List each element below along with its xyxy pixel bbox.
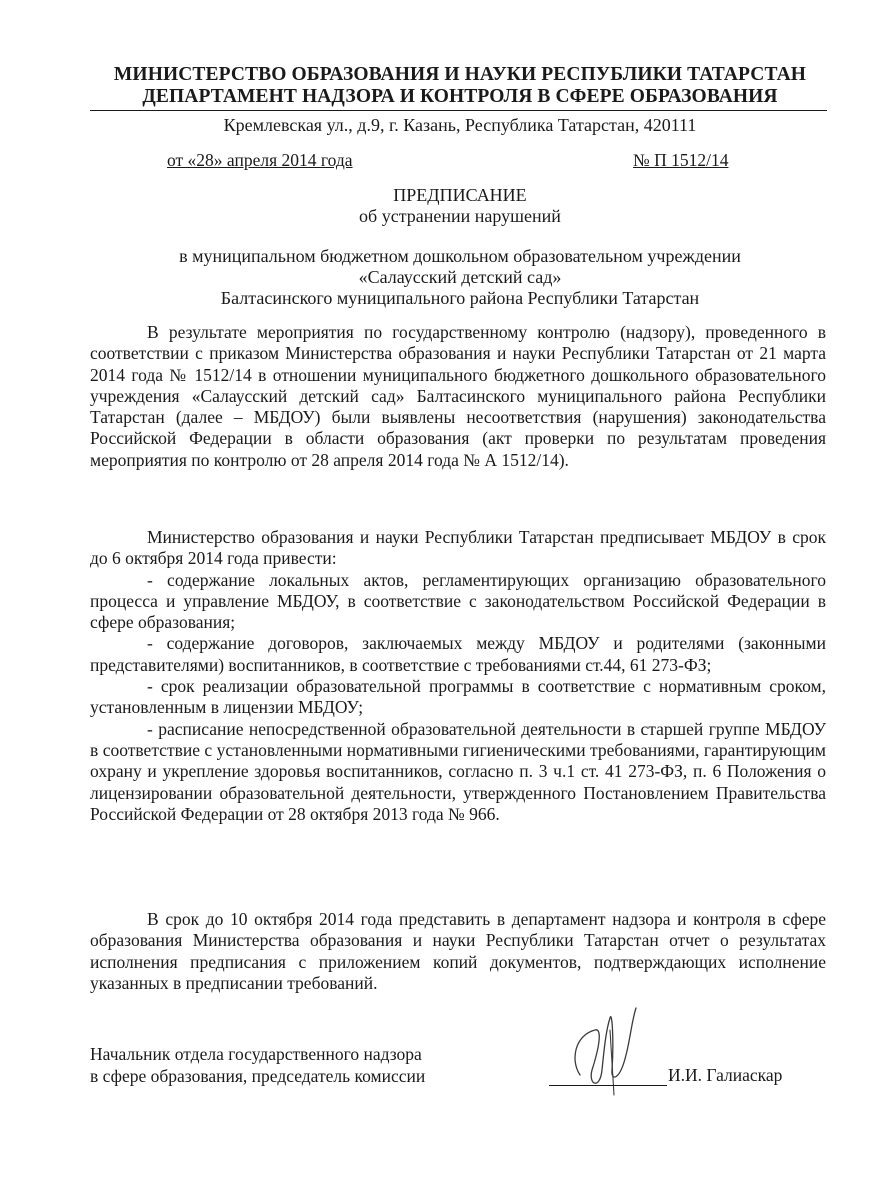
- prescribes-paragraph: Министерство образования и науки Республики Татарстан предписывает МБДОУ в срок до 6 октября 2014 года привести:: [90, 527, 826, 569]
- institution-line-2: «Салаусский детский сад»: [358, 267, 562, 287]
- report-paragraph: В срок до 10 октября 2014 года представить в департамент надзора и контроля в сфере образования Министерства образования и науки Республики Татарстан отчет о результатах исполнения предписания с приложением копий документов, подтверждающих исполнение указанных в предписании требований.: [90, 909, 826, 993]
- signatory-name: И.И. Галиаскар: [668, 1065, 783, 1085]
- ministry-heading: МИНИСТЕРСТВО ОБРАЗОВАНИЯ И НАУКИ РЕСПУБЛИКИ ТАТАРСТАН: [113, 64, 807, 85]
- signature-line: [549, 1085, 667, 1086]
- institution-line-1: в муниципальном бюджетном дошкольном образовательном учреждении: [179, 246, 741, 266]
- signatory-position-line-1: Начальник отдела государственного надзора: [90, 1044, 422, 1064]
- prescription-item: - содержание договоров, заключаемых между МБДОУ и родителями (законными представителями) воспитанников, в соответствие с требованиями ст.44, 61 273-ФЗ;: [90, 633, 826, 675]
- intro-paragraph: В результате мероприятия по государственному контролю (надзору), проведенного в соответствии с приказом Министерства образования и науки Республики Татарстан от 21 марта 2014 года № 1512/14 в отношении муниципального бюджетного дошкольного образовательного учреждения «Салаусский детский сад» Балтасинского муниципального района Республики Татарстан (далее – МБДОУ) были выявлены несоответствия (нарушения) законодательства Российской Федерации в области образования (акт проверки по результатам проведения мероприятия по контролю от 28 апреля 2014 года № А 1512/14).: [90, 322, 826, 470]
- address: Кремлевская ул., д.9, г. Казань, Республика Татарстан, 420111: [223, 115, 697, 135]
- department-heading: ДЕПАРТАМЕНТ НАДЗОРА И КОНТРОЛЯ В СФЕРЕ ОБРАЗОВАНИЯ: [142, 86, 778, 107]
- intro-section: [90, 322, 826, 471]
- document-subtitle: об устранении нарушений: [359, 206, 561, 226]
- signatory-position: [90, 1044, 425, 1087]
- document-number: № П 1512/14: [633, 150, 729, 170]
- header-rule: [90, 110, 827, 111]
- prescription-section: [90, 527, 826, 825]
- document-date: от «28» апреля 2014 года: [167, 150, 353, 170]
- institution-line-3: Балтасинского муниципального района Республики Татарстан: [220, 288, 700, 308]
- prescription-item: - расписание непосредственной образовательной деятельности в старшей группе МБДОУ в соответствие с установленными нормативными гигиеническими требованиями, гарантирующим охрану и укрепление здоровья воспитанников, согласно п. 3 ч.1 ст. 41 273-ФЗ, п. 6 Положения о лицензировании образовательной деятельности, утвержденного Постановлением Правительства Российской Федерации от 28 октября 2013 года № 966.: [90, 718, 826, 824]
- signatory-position-line-2: в сфере образования, председатель комиссии: [90, 1065, 426, 1086]
- prescription-item: - срок реализации образовательной программы в соответствие с нормативным сроком, установленным в лицензии МБДОУ;: [90, 676, 826, 718]
- report-section: [90, 909, 826, 994]
- prescription-item: - содержание локальных актов, регламентирующих организацию образовательного процесса и управление МБДОУ, в соответствие с законодательством Российской Федерации в сфере образования;: [90, 569, 826, 633]
- document-title: ПРЕДПИСАНИЕ: [393, 185, 527, 205]
